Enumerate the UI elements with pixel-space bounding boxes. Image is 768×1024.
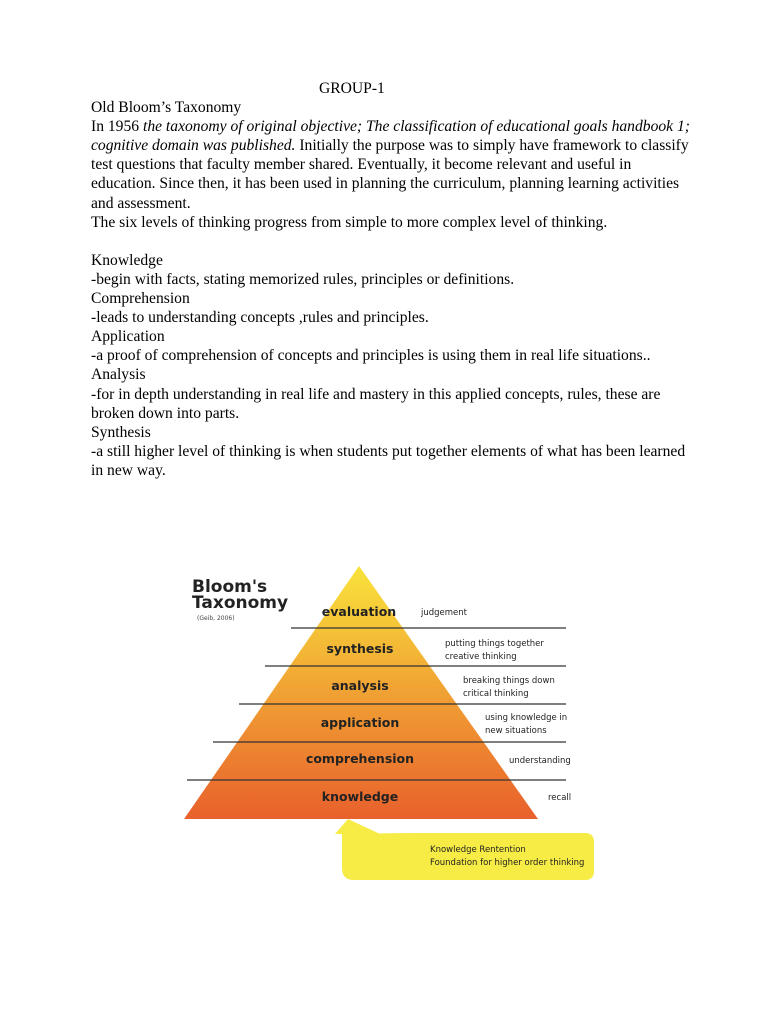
level-desc-evaluation: judgement bbox=[421, 608, 467, 618]
section-heading-knowledge: Knowledge bbox=[91, 251, 163, 269]
level-desc-analysis-2: critical thinking bbox=[463, 689, 529, 699]
level-desc-application-1: using knowledge in bbox=[485, 713, 568, 723]
level-desc-synthesis-1: putting things together bbox=[445, 639, 544, 649]
level-name-analysis: analysis bbox=[331, 678, 389, 693]
intro-italic: the taxonomy of original objective; The classification of educational goals handbook 1; cognitive domain was published. bbox=[91, 118, 690, 155]
section-heading-application: Application bbox=[91, 328, 165, 346]
level-desc-analysis-1: breaking things down bbox=[463, 676, 555, 686]
intro-prefix: In 1956 bbox=[91, 118, 143, 136]
section-text-application: -a proof of comprehension of concepts and principles is using them in real life situations.. bbox=[91, 347, 651, 365]
blank-line bbox=[91, 232, 691, 251]
callout-line1: Knowledge Rentention bbox=[430, 845, 526, 855]
figure-citation: (Geib, 2006) bbox=[197, 615, 235, 622]
level-desc-application-2: new situations bbox=[485, 726, 547, 736]
six-levels-paragraph: The six levels of thinking progress from simple to more complex level of thinking. bbox=[91, 213, 608, 231]
section-text-synthesis: -a still higher level of thinking is when students put together elements of what has been learned in new way. bbox=[91, 442, 686, 479]
section-heading-comprehension: Comprehension bbox=[91, 290, 190, 308]
blooms-taxonomy-figure bbox=[180, 560, 600, 890]
level-desc-knowledge: recall bbox=[548, 793, 572, 803]
callout-line2: Foundation for higher order thinking bbox=[430, 858, 585, 868]
section-heading-synthesis: Synthesis bbox=[91, 423, 151, 441]
level-name-application: application bbox=[320, 715, 400, 730]
figure-title-line1: Bloom's bbox=[192, 577, 268, 597]
intro-paragraph bbox=[91, 117, 691, 212]
section-text-analysis: -for in depth understanding in real life and mastery in this applied concepts, rules, these are broken down into parts. bbox=[91, 385, 661, 422]
document-body bbox=[91, 79, 691, 480]
level-desc-comprehension: understanding bbox=[509, 756, 571, 766]
figure-title-line2: Taxonomy bbox=[192, 593, 289, 613]
document-subtitle: Old Bloom’s Taxonomy bbox=[91, 99, 242, 117]
pyramid-diagram bbox=[180, 560, 600, 890]
intro-suffix: Initially the purpose was to simply have framework to classify test questions that faculty member shared. Eventually, it become relevant and useful in education. Since then, it has been used in planning the curriculum, planning learning activities and assessment. bbox=[91, 137, 689, 212]
level-desc-synthesis-2: creative thinking bbox=[445, 652, 517, 662]
section-heading-analysis: Analysis bbox=[91, 366, 146, 384]
level-name-synthesis: synthesis bbox=[326, 641, 394, 656]
section-text-knowledge: -begin with facts, stating memorized rules, principles or definitions. bbox=[91, 270, 515, 288]
section-text-comprehension: -leads to understanding concepts ,rules and principles. bbox=[91, 309, 429, 327]
level-name-knowledge: knowledge bbox=[321, 789, 399, 804]
page-title: GROUP-1 bbox=[319, 80, 385, 97]
level-name-comprehension: comprehension bbox=[305, 751, 415, 766]
level-name-evaluation: evaluation bbox=[321, 604, 397, 619]
